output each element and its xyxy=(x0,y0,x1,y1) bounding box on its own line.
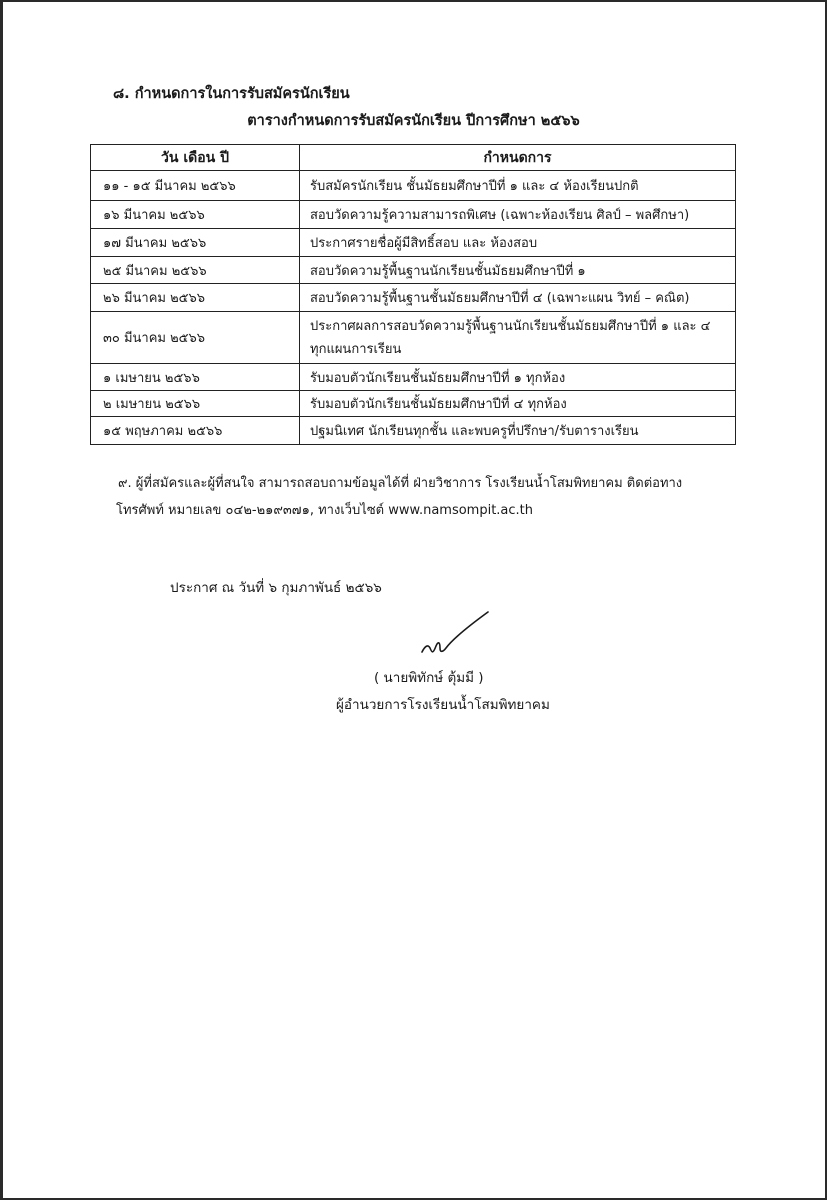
column-header-activity: กำหนดการ xyxy=(300,145,736,171)
row-date: ๑๕ พฤษภาคม ๒๕๖๖ xyxy=(91,417,300,445)
row-activity: สอบวัดความรู้พื้นฐานชั้นมัธยมศึกษาปีที่ ๔ (เฉพาะแผน วิทย์ – คณิต) xyxy=(300,284,736,312)
row-activity: รับสมัครนักเรียน ชั้นมัธยมศึกษาปีที่ ๑ และ ๔ ห้องเรียนปกติ xyxy=(300,171,736,201)
row-activity: ปฐมนิเทศ นักเรียนทุกชั้น และพบครูที่ปรึกษา/รับตารางเรียน xyxy=(300,417,736,445)
signer-title: ผู้อำนวยการโรงเรียนน้ำโสมพิทยาคม xyxy=(336,697,550,713)
table-row xyxy=(91,284,736,312)
table-row xyxy=(91,364,736,391)
row-activity-line2: ทุกแผนการเรียน xyxy=(310,341,402,357)
row-activity: รับมอบตัวนักเรียนชั้นมัธยมศึกษาปีที่ ๑ ทุกห้อง xyxy=(300,364,736,391)
table-row xyxy=(91,417,736,445)
table-row xyxy=(91,201,736,229)
row-date: ๑ เมษายน ๒๕๖๖ xyxy=(91,364,300,391)
row-date: ๑๑ - ๑๕ มีนาคม ๒๕๖๖ xyxy=(91,171,300,201)
column-header-date: วัน เดือน ปี xyxy=(91,145,300,171)
row-activity: ประกาศรายชื่อผู้มีสิทธิ์สอบ และ ห้องสอบ xyxy=(300,229,736,257)
row-date: ๒๖ มีนาคม ๒๕๖๖ xyxy=(91,284,300,312)
row-activity xyxy=(300,312,736,364)
row-activity: สอบวัดความรู้พื้นฐานนักเรียนชั้นมัธยมศึกษาปีที่ ๑ xyxy=(300,257,736,284)
handwritten-signature xyxy=(418,608,496,660)
row-date: ๒ เมษายน ๒๕๖๖ xyxy=(91,391,300,417)
table-row xyxy=(91,312,736,364)
table-row xyxy=(91,257,736,284)
schedule-table xyxy=(90,144,736,445)
row-activity: รับมอบตัวนักเรียนชั้นมัธยมศึกษาปีที่ ๔ ทุกห้อง xyxy=(300,391,736,417)
contact-info-line1: ๙. ผู้ที่สมัครและผู้ที่สนใจ สามารถสอบถามข้อมูลได้ที่ ฝ่ายวิชาการ โรงเรียนน้ำโสมพิทยาคม ติดต่อทาง xyxy=(118,476,683,491)
table-row xyxy=(91,171,736,201)
table-title: ตารางกำหนดการรับสมัครนักเรียน ปีการศึกษา ๒๕๖๖ xyxy=(247,113,580,129)
table-row xyxy=(91,229,736,257)
row-date: ๑๖ มีนาคม ๒๕๖๖ xyxy=(91,201,300,229)
contact-info-line2: โทรศัพท์ หมายเลข ๐๔๒-๒๑๙๓๗๑, ทางเว็บไซต์ www.namsompit.ac.th xyxy=(116,503,534,518)
table-header-row xyxy=(91,145,736,171)
table-row xyxy=(91,391,736,417)
row-activity: สอบวัดความรู้ความสามารถพิเศษ (เฉพาะห้องเรียน ศิลป์ – พลศึกษา) xyxy=(300,201,736,229)
row-activity-line1: ประกาศผลการสอบวัดความรู้พื้นฐานนักเรียนชั้นมัธยมศึกษาปีที่ ๑ และ ๔ xyxy=(310,318,711,334)
row-date: ๑๗ มีนาคม ๒๕๖๖ xyxy=(91,229,300,257)
signer-name: ( นายพิทักษ์ ตุ้มมี ) xyxy=(374,670,484,686)
row-date: ๒๕ มีนาคม ๒๕๖๖ xyxy=(91,257,300,284)
announcement-date: ประกาศ ณ วันที่ ๖ กุมภาพันธ์ ๒๕๖๖ xyxy=(170,580,382,596)
section-heading: ๘. กำหนดการในการรับสมัครนักเรียน xyxy=(113,86,350,102)
row-date: ๓๐ มีนาคม ๒๕๖๖ xyxy=(91,312,300,364)
